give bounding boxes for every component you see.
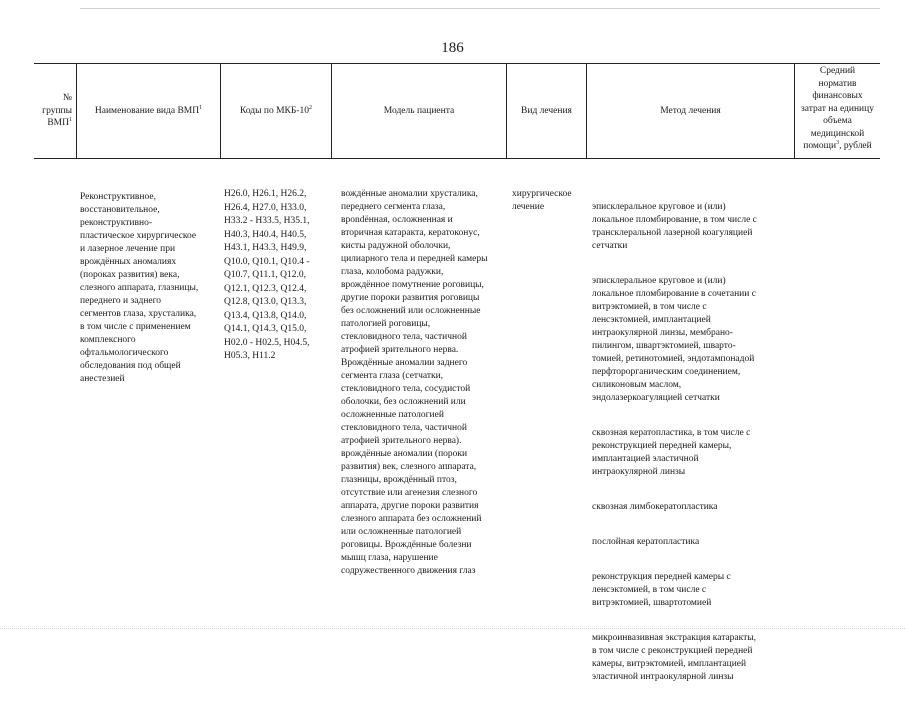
header-vmp-name-label: Наименование вида ВМП: [94, 105, 200, 116]
header-treatment-method-label: Метод лечения: [660, 105, 721, 116]
method-item: сквозная лимбокератопластика: [592, 502, 718, 512]
header-treatment-kind-label: Вид лечения: [521, 105, 572, 116]
bottom-dotted-rule: [0, 628, 905, 629]
header-cost-norm-unit: , рублей: [839, 141, 872, 151]
method-item: сквозная кератопластика, в том числе с реконструкцией передней камеры, имплантацией эластичной интраокулярной линзы: [592, 428, 751, 477]
icd-codes-cell: H26.0, H26.1, H26.2, H26.4, H27.0, H33.0, H33.2 - H33.5, H35.1, H40.3, H40.4, H40.5, H43.1, H43.3, H49.9, Q10.0, Q10.1, Q10.4 - Q10.7, Q11.1, Q12.0, Q12.1, Q12.3, Q12.4, Q12.8, Q13.0, Q13.3, Q13.4, Q13.8, Q14.0, Q14.1, Q14.3, Q15.0, H02.0 - H02.5, H04.5, H05.3, H11.2: [224, 189, 310, 361]
header-treatment-kind: [506, 64, 586, 158]
header-treatment-method: [586, 64, 794, 158]
header-icd-codes: [220, 64, 331, 158]
method-item: послойная кератопластика: [592, 537, 700, 547]
header-group-number-label: № группы ВМП: [42, 93, 72, 129]
method-item: микроинвазивная экстракция катаракты, в том числе с реконструкцией передней камеры, витрэктомией, имплантацией эластичной интраокулярной линзы: [592, 633, 757, 682]
method-item: эписклеральное круговое и (или) локальное пломбирование, в том числе с трансклеральной лазерной коагуляцией сетчатки: [592, 202, 757, 251]
footnote-mark: 2: [309, 104, 313, 111]
footnote-mark: 1: [69, 117, 72, 124]
header-group-number: [34, 64, 76, 158]
top-rule: [80, 8, 880, 9]
method-item: эписклеральное круговое и (или) локальное пломбирование в сочетании с витрэктомией, в том числе с ленсэктомией, имплантацией интраокулярной линзы, мембрано- пилингом, швартэктомией, шварто- томией, ретинотомией, эндотампонадой перфторорганическим соединением, силиконовым маслом, эндолазеркоагуляцией сетчатки: [592, 276, 756, 403]
header-vmp-name: [76, 64, 220, 158]
header-icd-codes-label: Коды по МКБ-10: [239, 105, 310, 116]
footnote-mark: 1: [199, 104, 203, 111]
table-header: [34, 63, 880, 159]
patient-model-cell: вождённые аномалии хрусталика, переднего сегмента глаза, вроndённая, осложненная и вторичная катаракта, кератоконус, кисты радужной оболочки, цилиарного тела и передней камеры глаза, колобома радужки, врождённое помутнение роговицы, другие пороки развития роговицы без осложнений или осложненные патологией роговицы, стекловидного тела, частичной атрофией зрительного нерва. Врождённые аномалии заднего сегмента глаза (сетчатки, стекловидного тела, сосудистой оболочки, без осложнений или осложненные патологией стекловидного тела, частичной атрофией зрительного нерва). врождённые аномалии (пороки развития) век, слезного аппарата, глазницы, врождённый птоз, отсутствие или агенезия слезного аппарата, другие пороки развития слезного аппарата без осложнений или осложненные патологией роговицы. Врождённые болезни мышц глаза, нарушение содружественного движения глаз: [341, 189, 488, 576]
header-cost-norm-label: Средний норматив финансовых затрат на единицу объема медицинской помощи: [801, 66, 874, 151]
header-patient-model: [331, 64, 506, 158]
vmp-name-cell: Реконструктивное, восстановительное, реконструктивно- пластическое хирургическое и лазерное лечение при врождённых аномалиях (пороках развития) века, слезного аппарата, глазницы, переднего и заднего сегментов глаза, хрусталика, в том числе с применением комплексного офтальмологического обследования под общей анестезией: [80, 192, 199, 384]
page-number: 186: [441, 40, 464, 56]
header-cost-norm: [794, 64, 880, 158]
footnote-mark: 3: [836, 139, 840, 146]
method-item: реконструкция передней камеры с ленсэктомией, в том числе с витрэктомией, швартотомией: [592, 572, 731, 608]
header-patient-model-label: Модель пациента: [383, 105, 455, 116]
treatment-kind-cell: хирургическое лечение: [512, 189, 572, 212]
